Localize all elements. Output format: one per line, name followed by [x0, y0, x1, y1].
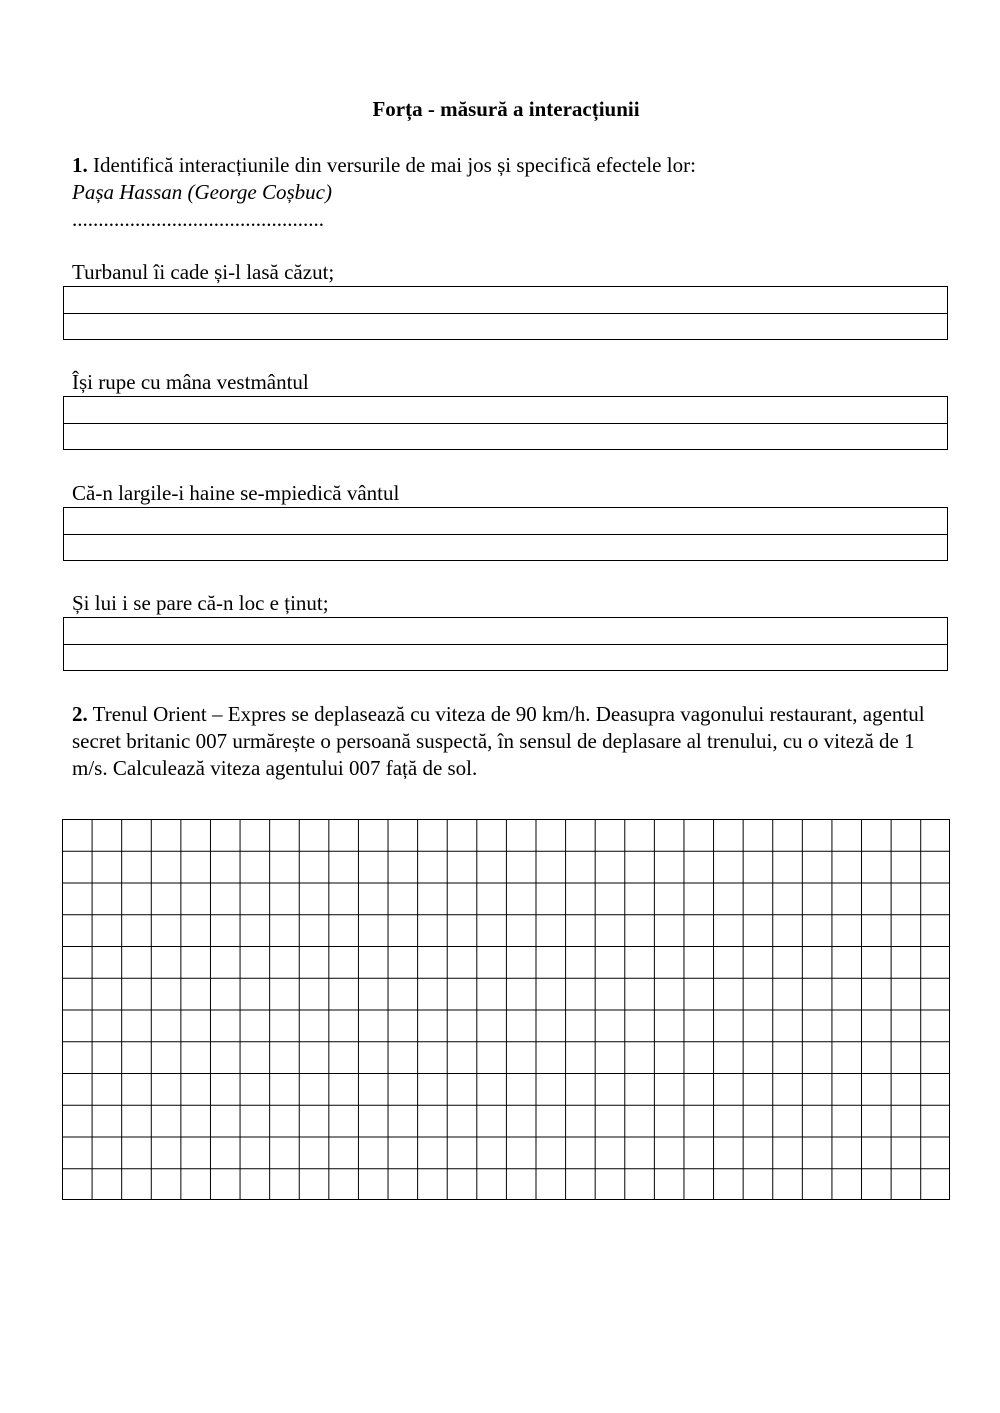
task-1-number: 1. [72, 153, 88, 177]
task-1-text: Identifică interacțiunile din versurile de mai jos și specifică efectele lor: [87, 153, 696, 177]
answer-box-4 [63, 617, 948, 671]
answer-line[interactable] [64, 287, 947, 313]
verse-1: Turbanul îi cade și-l lasă căzut; [72, 260, 335, 284]
verse-4: Și lui i se pare că-n loc e ținut; [72, 591, 329, 615]
task-2-statement [72, 701, 952, 782]
verse-2: Își rupe cu mâna vestmântul [72, 370, 309, 394]
task-1-statement [72, 152, 696, 178]
answer-line[interactable] [64, 534, 947, 561]
answer-line[interactable] [64, 397, 947, 423]
calculation-grid[interactable] [62, 819, 950, 1200]
answer-box-2 [63, 396, 948, 450]
answer-line[interactable] [64, 618, 947, 644]
answer-box-1 [63, 286, 948, 340]
answer-line[interactable] [64, 508, 947, 534]
answer-line[interactable] [64, 644, 947, 671]
task-2-number: 2. [72, 702, 88, 726]
task-2-text: Trenul Orient – Expres se deplasează cu viteza de 90 km/h. Deasupra vagonului restaurant, agentul secret britanic 007 urmărește o persoană suspectă, în sensul de deplasare al trenului, cu o viteză de 1 m/s. Calculează viteza agentului 007 față de sol. [72, 702, 925, 780]
answer-box-3 [63, 507, 948, 561]
verse-3: Că-n largile-i haine se-mpiedică vântul [72, 481, 400, 505]
poem-source: Pașa Hassan (George Coșbuc) [72, 180, 332, 204]
answer-line[interactable] [64, 423, 947, 450]
answer-line[interactable] [64, 313, 947, 340]
source-dots: ................................................ [72, 207, 324, 231]
page-title: Forța - măsură a interacțiunii [372, 97, 640, 121]
